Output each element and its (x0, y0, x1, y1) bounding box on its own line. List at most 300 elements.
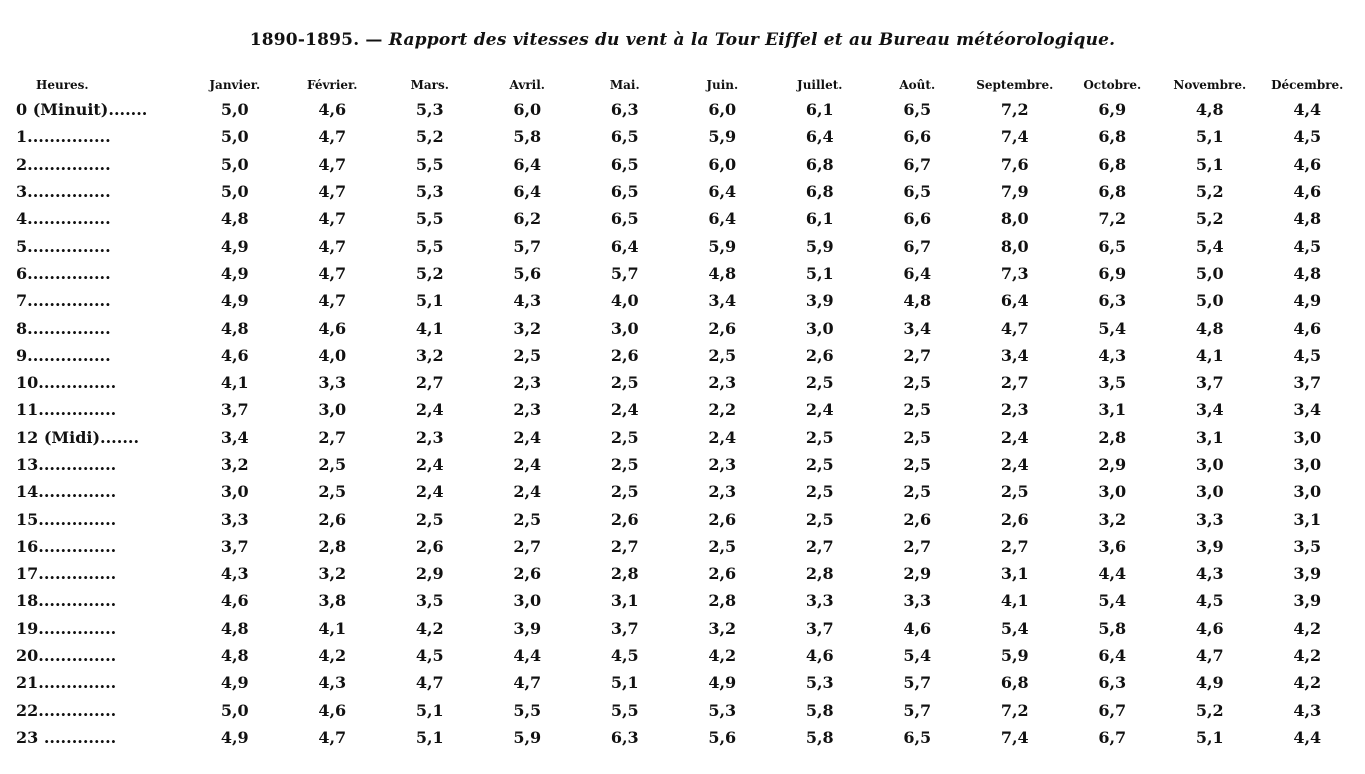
wind-ratio-cell: 4,1 (415, 318, 444, 338)
wind-ratio-cell: 3,0 (220, 482, 249, 502)
wind-ratio-cell: 2,6 (610, 345, 639, 365)
wind-ratio-cell: 2,5 (610, 455, 639, 474)
wind-ratio-cell: 2,7 (318, 427, 347, 447)
wind-ratio-cell: 7,9 (1000, 182, 1029, 202)
wind-ratio-cell: 2,4 (513, 455, 542, 474)
wind-ratio-cell: 7,2 (1000, 700, 1029, 720)
wind-ratio-cell: 6,3 (1098, 291, 1127, 311)
wind-ratio-cell: 6,3 (1098, 673, 1127, 693)
wind-ratio-cell: 2,2 (708, 400, 737, 420)
table-row (16, 232, 1356, 259)
wind-ratio-cell: 4,2 (318, 646, 347, 666)
wind-ratio-cell: 2,5 (318, 482, 347, 502)
wind-ratio-cell: 2,9 (903, 564, 932, 584)
wind-ratio-cell: 3,7 (220, 400, 249, 420)
wind-ratio-cell: 2,5 (903, 400, 932, 420)
wind-ratio-cell: 4,5 (1293, 127, 1322, 147)
table-row (16, 96, 1356, 123)
wind-ratio-cell: 4,8 (220, 618, 249, 638)
wind-ratio-cell: 6,4 (513, 182, 542, 202)
wind-ratio-cell: 4,2 (1293, 646, 1322, 666)
wind-speed-table (16, 74, 1356, 751)
wind-ratio-cell: 3,9 (1293, 564, 1322, 584)
table-row (16, 342, 1356, 369)
wind-ratio-cell: 4,6 (1293, 182, 1322, 202)
wind-ratio-cell: 3,9 (513, 618, 542, 638)
wind-ratio-cell: 4,2 (708, 646, 737, 666)
month-header: Juillet. (797, 78, 843, 92)
wind-ratio-cell: 2,6 (708, 509, 737, 529)
month-header: Septembre. (976, 78, 1054, 92)
wind-ratio-cell: 2,7 (415, 373, 444, 393)
wind-ratio-cell: 5,5 (415, 236, 444, 256)
wind-ratio-cell: 6,0 (708, 154, 737, 174)
wind-ratio-cell: 4,6 (220, 591, 249, 611)
wind-ratio-cell: 4,6 (1195, 618, 1224, 638)
hour-label: 4............... (16, 209, 111, 229)
wind-ratio-cell: 7,6 (1000, 154, 1029, 174)
table-row (16, 396, 1356, 423)
wind-ratio-cell: 3,1 (1098, 400, 1127, 420)
wind-ratio-cell: 3,2 (513, 318, 542, 338)
wind-ratio-cell: 4,8 (1195, 100, 1224, 120)
wind-ratio-cell: 5,0 (220, 154, 249, 174)
wind-ratio-cell: 3,7 (1293, 373, 1322, 393)
wind-ratio-cell: 5,3 (708, 700, 737, 720)
wind-ratio-cell: 6,5 (903, 100, 932, 120)
hour-label: 9............... (16, 345, 111, 365)
wind-ratio-cell: 2,4 (415, 400, 444, 420)
wind-ratio-cell: 8,0 (1000, 209, 1029, 229)
wind-ratio-cell: 3,5 (1293, 536, 1322, 556)
wind-ratio-cell: 5,0 (220, 127, 249, 147)
wind-ratio-cell: 6,5 (1098, 236, 1127, 256)
wind-ratio-cell: 4,5 (1195, 591, 1224, 611)
wind-ratio-cell: 6,4 (610, 236, 639, 256)
wind-ratio-cell: 2,3 (1000, 400, 1029, 420)
hour-label: 10.............. (16, 373, 117, 393)
wind-ratio-cell: 4,3 (220, 564, 249, 584)
wind-ratio-cell: 4,2 (1293, 673, 1322, 693)
wind-ratio-cell: 7,2 (1000, 100, 1029, 120)
table-row (16, 123, 1356, 150)
wind-ratio-cell: 2,5 (610, 482, 639, 502)
table-row (16, 724, 1356, 751)
table-row (16, 615, 1356, 642)
table-row (16, 478, 1356, 505)
wind-ratio-cell: 4,7 (318, 727, 347, 747)
wind-ratio-cell: 3,4 (1195, 400, 1224, 420)
wind-ratio-cell: 2,5 (610, 373, 639, 393)
table-row (16, 151, 1356, 178)
hour-label: 5............... (16, 236, 111, 256)
wind-ratio-cell: 2,3 (708, 482, 737, 502)
wind-ratio-cell: 6,0 (708, 100, 737, 120)
wind-ratio-cell: 4,4 (1098, 564, 1127, 584)
table-row (16, 287, 1356, 314)
wind-ratio-cell: 4,8 (220, 209, 249, 229)
wind-ratio-cell: 3,4 (1293, 400, 1322, 420)
month-header: Janvier. (209, 78, 261, 92)
wind-ratio-cell: 2,8 (610, 564, 639, 584)
wind-ratio-cell: 3,0 (1195, 482, 1224, 502)
wind-ratio-cell: 5,4 (1195, 236, 1224, 256)
wind-ratio-cell: 4,3 (318, 673, 347, 693)
wind-ratio-cell: 6,7 (903, 154, 932, 174)
wind-ratio-cell: 2,7 (805, 536, 834, 556)
wind-ratio-cell: 2,7 (1000, 536, 1029, 556)
wind-ratio-cell: 2,5 (805, 427, 834, 447)
wind-ratio-cell: 5,3 (415, 100, 444, 120)
wind-ratio-cell: 4,7 (318, 127, 347, 147)
wind-ratio-cell: 4,8 (220, 318, 249, 338)
wind-ratio-cell: 6,4 (805, 127, 834, 147)
hour-label: 3............... (16, 182, 111, 202)
wind-ratio-cell: 5,4 (1000, 618, 1029, 638)
table-row (16, 314, 1356, 341)
hour-label: 19.............. (16, 618, 117, 638)
table-row (16, 451, 1356, 478)
wind-ratio-cell: 2,5 (513, 345, 542, 365)
wind-ratio-cell: 5,9 (708, 127, 737, 147)
wind-ratio-cell: 5,5 (513, 700, 542, 720)
hour-label: 22.............. (16, 700, 117, 720)
wind-ratio-cell: 3,3 (318, 373, 347, 393)
wind-ratio-cell: 5,4 (903, 646, 932, 666)
month-header: Mars. (410, 78, 449, 92)
wind-ratio-cell: 7,4 (1000, 127, 1029, 147)
wind-ratio-cell: 5,2 (1195, 182, 1224, 202)
wind-ratio-cell: 5,9 (805, 236, 834, 256)
wind-ratio-cell: 4,6 (903, 618, 932, 638)
wind-ratio-cell: 6,8 (1098, 127, 1127, 147)
wind-ratio-cell: 2,6 (610, 509, 639, 529)
wind-ratio-cell: 6,2 (513, 209, 542, 229)
wind-ratio-cell: 6,1 (805, 100, 834, 120)
wind-ratio-cell: 4,7 (318, 263, 347, 283)
wind-ratio-cell: 2,4 (708, 427, 737, 447)
hour-label: 13.............. (16, 455, 117, 474)
table-row (16, 424, 1356, 451)
wind-ratio-cell: 2,4 (513, 427, 542, 447)
month-header: Mai. (609, 78, 640, 92)
wind-ratio-cell: 2,4 (1000, 427, 1029, 447)
table-body (16, 96, 1356, 751)
wind-ratio-cell: 3,0 (1195, 455, 1224, 474)
wind-ratio-cell: 5,3 (805, 673, 834, 693)
hour-label: 23 ............. (16, 727, 117, 747)
month-header: Avril. (509, 78, 545, 92)
header-row (16, 74, 1356, 96)
hour-label: 2............... (16, 154, 111, 174)
wind-ratio-cell: 6,5 (903, 182, 932, 202)
wind-ratio-cell: 6,8 (1098, 182, 1127, 202)
wind-ratio-cell: 5,0 (220, 100, 249, 120)
wind-ratio-cell: 2,3 (513, 400, 542, 420)
wind-ratio-cell: 3,3 (805, 591, 834, 611)
wind-ratio-cell: 2,5 (903, 427, 932, 447)
wind-ratio-cell: 4,8 (708, 263, 737, 283)
wind-ratio-cell: 3,0 (1293, 482, 1322, 502)
table-row (16, 669, 1356, 696)
wind-ratio-cell: 2,4 (610, 400, 639, 420)
wind-ratio-cell: 6,7 (903, 236, 932, 256)
wind-ratio-cell: 5,9 (513, 727, 542, 747)
wind-ratio-cell: 5,2 (415, 127, 444, 147)
wind-ratio-cell: 3,2 (318, 564, 347, 584)
month-header: Décembre. (1271, 78, 1344, 92)
hour-label: 0 (Minuit)....... (16, 100, 148, 120)
title-years: 1890-1895. (249, 30, 360, 50)
wind-ratio-cell: 4,7 (1000, 318, 1029, 338)
wind-ratio-cell: 5,0 (220, 700, 249, 720)
wind-ratio-cell: 3,4 (1000, 345, 1029, 365)
wind-ratio-cell: 3,4 (708, 291, 737, 311)
wind-ratio-cell: 4,3 (1293, 700, 1322, 720)
wind-ratio-cell: 2,5 (903, 455, 932, 474)
table-row (16, 178, 1356, 205)
wind-ratio-cell: 2,6 (708, 318, 737, 338)
wind-ratio-cell: 2,7 (610, 536, 639, 556)
wind-ratio-cell: 2,4 (1000, 455, 1029, 474)
wind-ratio-cell: 4,2 (415, 618, 444, 638)
hour-label: 18.............. (16, 591, 117, 611)
wind-ratio-cell: 4,6 (220, 345, 249, 365)
wind-ratio-cell: 4,7 (513, 673, 542, 693)
hour-column-header: Heures. (36, 78, 89, 92)
wind-ratio-cell: 3,1 (610, 591, 639, 611)
wind-ratio-cell: 4,9 (1195, 673, 1224, 693)
wind-ratio-cell: 4,4 (1293, 100, 1322, 120)
wind-ratio-cell: 5,0 (1195, 291, 1224, 311)
table-title (0, 30, 1365, 50)
table-row (16, 369, 1356, 396)
title-dash: — (359, 30, 389, 50)
hour-label: 7............... (16, 291, 111, 311)
wind-ratio-cell: 4,7 (318, 154, 347, 174)
wind-ratio-cell: 8,0 (1000, 236, 1029, 256)
wind-ratio-cell: 4,5 (610, 646, 639, 666)
wind-ratio-cell: 5,2 (1195, 700, 1224, 720)
wind-ratio-cell: 5,1 (1195, 154, 1224, 174)
wind-ratio-cell: 3,2 (1098, 509, 1127, 529)
wind-ratio-cell: 4,8 (220, 646, 249, 666)
wind-ratio-cell: 2,4 (513, 482, 542, 502)
wind-ratio-cell: 3,2 (708, 618, 737, 638)
wind-ratio-cell: 2,3 (415, 427, 444, 447)
wind-ratio-cell: 6,9 (1098, 100, 1127, 120)
wind-ratio-cell: 4,7 (318, 291, 347, 311)
wind-ratio-cell: 2,7 (1000, 373, 1029, 393)
table-row (16, 697, 1356, 724)
wind-ratio-cell: 2,6 (903, 509, 932, 529)
hour-label: 20.............. (16, 646, 117, 666)
wind-ratio-cell: 6,4 (708, 209, 737, 229)
wind-ratio-cell: 5,1 (1195, 727, 1224, 747)
hour-label: 17.............. (16, 564, 117, 584)
wind-ratio-cell: 5,9 (708, 236, 737, 256)
wind-ratio-cell: 3,0 (1098, 482, 1127, 502)
title-text: Rapport des vitesses du vent à la Tour Eiffel et au Bureau météorologique. (388, 30, 1116, 50)
wind-ratio-cell: 6,9 (1098, 263, 1127, 283)
table-row (16, 260, 1356, 287)
wind-ratio-cell: 2,9 (1098, 455, 1127, 474)
wind-ratio-cell: 3,0 (805, 318, 834, 338)
wind-ratio-cell: 5,1 (415, 700, 444, 720)
wind-ratio-cell: 2,5 (318, 455, 347, 474)
wind-ratio-cell: 5,6 (513, 263, 542, 283)
wind-ratio-cell: 2,7 (903, 345, 932, 365)
wind-ratio-cell: 4,3 (513, 291, 542, 311)
wind-ratio-cell: 5,7 (903, 700, 932, 720)
wind-ratio-cell: 5,2 (415, 263, 444, 283)
wind-ratio-cell: 4,6 (318, 318, 347, 338)
wind-ratio-cell: 6,8 (1000, 673, 1029, 693)
wind-ratio-cell: 6,8 (805, 182, 834, 202)
wind-ratio-cell: 2,6 (708, 564, 737, 584)
wind-ratio-cell: 5,2 (1195, 209, 1224, 229)
wind-ratio-cell: 3,1 (1195, 427, 1224, 447)
wind-ratio-cell: 4,0 (610, 291, 639, 311)
wind-ratio-cell: 3,4 (220, 427, 249, 447)
wind-ratio-cell: 4,6 (805, 646, 834, 666)
wind-ratio-cell: 2,5 (1000, 482, 1029, 502)
wind-ratio-cell: 5,4 (1098, 318, 1127, 338)
wind-ratio-cell: 4,2 (1293, 618, 1322, 638)
wind-ratio-cell: 4,7 (415, 673, 444, 693)
wind-ratio-cell: 3,2 (415, 345, 444, 365)
wind-ratio-cell: 5,5 (415, 209, 444, 229)
wind-ratio-cell: 6,6 (903, 127, 932, 147)
wind-ratio-cell: 2,5 (805, 482, 834, 502)
wind-ratio-cell: 4,1 (220, 373, 249, 393)
wind-ratio-cell: 3,7 (610, 618, 639, 638)
wind-ratio-cell: 4,5 (415, 646, 444, 666)
wind-ratio-cell: 4,7 (1195, 646, 1224, 666)
wind-ratio-cell: 3,2 (220, 455, 249, 474)
wind-ratio-cell: 4,7 (318, 236, 347, 256)
wind-ratio-cell: 3,1 (1293, 509, 1322, 529)
wind-ratio-cell: 6,4 (708, 182, 737, 202)
wind-ratio-cell: 7,2 (1098, 209, 1127, 229)
wind-ratio-cell: 4,6 (1293, 318, 1322, 338)
wind-ratio-cell: 4,0 (318, 345, 347, 365)
wind-ratio-cell: 2,8 (708, 591, 737, 611)
month-header: Août. (899, 78, 936, 92)
wind-ratio-cell: 5,0 (1195, 263, 1224, 283)
wind-ratio-cell: 2,6 (1000, 509, 1029, 529)
wind-ratio-cell: 3,9 (1195, 536, 1224, 556)
wind-ratio-cell: 2,8 (318, 536, 347, 556)
hour-label: 1............... (16, 127, 111, 147)
wind-ratio-cell: 4,9 (220, 236, 249, 256)
month-header: Novembre. (1173, 78, 1247, 92)
wind-ratio-cell: 4,1 (318, 618, 347, 638)
wind-ratio-cell: 2,4 (415, 455, 444, 474)
wind-ratio-cell: 5,1 (415, 727, 444, 747)
wind-ratio-cell: 2,3 (708, 455, 737, 474)
wind-ratio-cell: 5,8 (805, 700, 834, 720)
wind-ratio-cell: 6,5 (610, 182, 639, 202)
wind-ratio-cell: 2,7 (513, 536, 542, 556)
wind-ratio-cell: 2,8 (1098, 427, 1127, 447)
wind-ratio-cell: 5,1 (1195, 127, 1224, 147)
wind-ratio-cell: 4,8 (1293, 263, 1322, 283)
wind-ratio-cell: 6,3 (610, 100, 639, 120)
hour-label: 16.............. (16, 536, 117, 556)
wind-ratio-cell: 2,6 (513, 564, 542, 584)
wind-ratio-cell: 6,7 (1098, 727, 1127, 747)
wind-ratio-cell: 6,5 (610, 127, 639, 147)
wind-ratio-cell: 6,4 (1000, 291, 1029, 311)
wind-ratio-cell: 6,5 (610, 154, 639, 174)
wind-ratio-cell: 3,5 (415, 591, 444, 611)
hour-label: 15.............. (16, 509, 117, 529)
wind-ratio-cell: 5,8 (513, 127, 542, 147)
wind-ratio-cell: 4,8 (903, 291, 932, 311)
wind-ratio-cell: 5,1 (610, 673, 639, 693)
wind-ratio-cell: 6,1 (805, 209, 834, 229)
wind-ratio-cell: 2,3 (708, 373, 737, 393)
wind-ratio-cell: 6,7 (1098, 700, 1127, 720)
wind-ratio-cell: 6,8 (1098, 154, 1127, 174)
wind-ratio-cell: 3,3 (903, 591, 932, 611)
wind-ratio-cell: 5,5 (610, 700, 639, 720)
wind-ratio-cell: 3,7 (1195, 373, 1224, 393)
month-header: Février. (307, 78, 358, 92)
table-row (16, 560, 1356, 587)
wind-ratio-cell: 2,5 (805, 373, 834, 393)
wind-ratio-cell: 2,9 (415, 564, 444, 584)
wind-ratio-cell: 4,9 (1293, 291, 1322, 311)
wind-ratio-cell: 5,8 (805, 727, 834, 747)
wind-ratio-cell: 4,5 (1293, 236, 1322, 256)
month-header: Juin. (706, 78, 739, 92)
wind-ratio-cell: 4,8 (1293, 209, 1322, 229)
hour-label: 21.............. (16, 673, 117, 693)
hour-label: 14.............. (16, 482, 117, 502)
wind-ratio-cell: 2,5 (708, 536, 737, 556)
wind-ratio-cell: 4,4 (1293, 727, 1322, 747)
wind-ratio-cell: 3,0 (513, 591, 542, 611)
table-row (16, 533, 1356, 560)
wind-ratio-cell: 2,6 (318, 509, 347, 529)
wind-ratio-cell: 6,0 (513, 100, 542, 120)
wind-ratio-cell: 4,9 (220, 673, 249, 693)
hour-label: 11.............. (16, 400, 117, 420)
wind-ratio-cell: 6,6 (903, 209, 932, 229)
wind-ratio-cell: 5,1 (805, 263, 834, 283)
wind-ratio-cell: 4,9 (708, 673, 737, 693)
wind-ratio-cell: 5,1 (415, 291, 444, 311)
wind-ratio-cell: 4,3 (1195, 564, 1224, 584)
wind-ratio-cell: 3,9 (805, 291, 834, 311)
wind-ratio-cell: 3,3 (1195, 509, 1224, 529)
wind-ratio-cell: 3,7 (805, 618, 834, 638)
wind-ratio-cell: 2,8 (805, 564, 834, 584)
wind-ratio-cell: 5,5 (415, 154, 444, 174)
wind-ratio-cell: 5,8 (1098, 618, 1127, 638)
wind-ratio-cell: 6,4 (1098, 646, 1127, 666)
wind-ratio-cell: 4,1 (1000, 591, 1029, 611)
wind-ratio-cell: 5,7 (903, 673, 932, 693)
wind-ratio-cell: 2,5 (610, 427, 639, 447)
wind-ratio-cell: 4,6 (318, 100, 347, 120)
wind-ratio-cell: 5,6 (708, 727, 737, 747)
wind-ratio-cell: 5,9 (1000, 646, 1029, 666)
wind-ratio-cell: 3,9 (1293, 591, 1322, 611)
wind-ratio-cell: 3,0 (1293, 427, 1322, 447)
